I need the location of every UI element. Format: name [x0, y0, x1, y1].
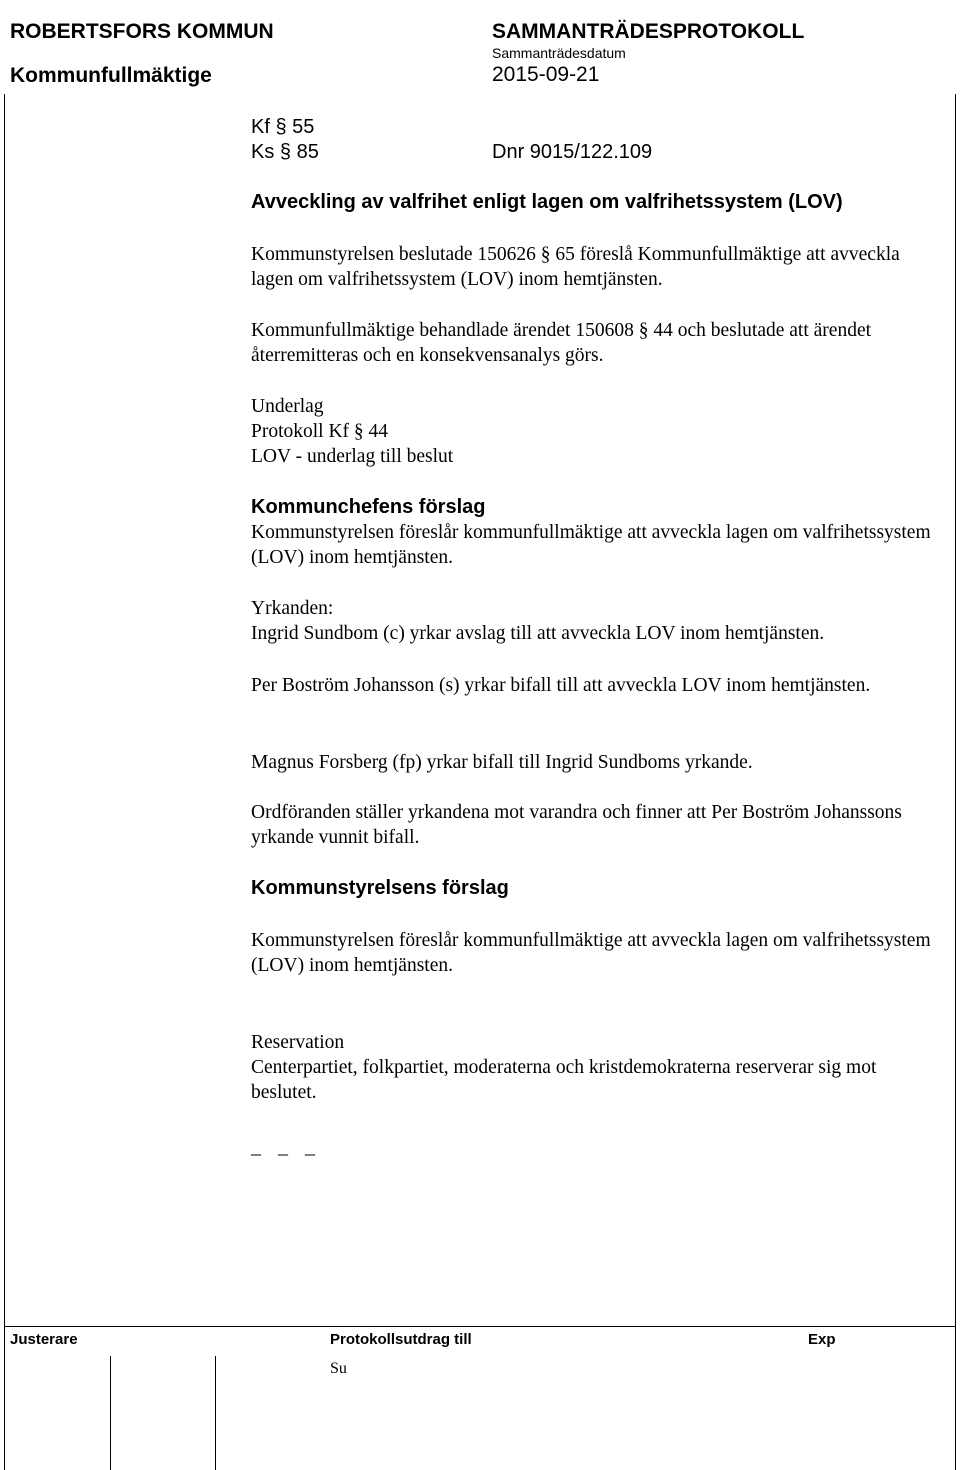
ks-proposal-heading: Kommunstyrelsens förslag [251, 877, 509, 899]
kf-reference: Kf § 55 [251, 116, 315, 138]
footer-justerare-label: Justerare [10, 1331, 78, 1348]
yrkande-item: Ingrid Sundbom (c) yrkar avslag till att avveckla LOV inom hemtjänsten. [251, 623, 825, 644]
left-margin-line [4, 94, 5, 1470]
diary-number: Dnr 9015/122.109 [492, 141, 653, 163]
end-mark: _ _ _ [251, 1136, 321, 1158]
kommunchef-heading: Kommunchefens förslag [251, 496, 486, 518]
underlag-item: LOV - underlag till beslut [251, 446, 454, 467]
footer-recipient: Su [330, 1360, 347, 1377]
footer-exp-label: Exp [808, 1331, 836, 1348]
organization-name: ROBERTSFORS KOMMUN [10, 20, 274, 43]
yrkande-item: Magnus Forsberg (fp) yrkar bifall till Ingrid Sundboms yrkande. [251, 752, 753, 773]
footer-sign-box-2 [215, 1356, 216, 1470]
document-type: SAMMANTRÄDESPROTOKOLL [492, 20, 805, 43]
ks-proposal-text: Kommunstyrelsen föreslår kommunfullmäktige att avveckla lagen om valfrihetssystem (LOV) inom hemtjänsten. [251, 930, 931, 976]
kommunchef-proposal: Kommunstyrelsen föreslår kommunfullmäktige att avveckla lagen om valfrihetssystem (LOV) inom hemtjänsten. [251, 522, 931, 568]
footer-divider [4, 1326, 956, 1327]
ks-reference: Ks § 85 [251, 141, 319, 163]
footer-extract-label: Protokollsutdrag till [330, 1331, 472, 1348]
case-title: Avveckling av valfrihet enligt lagen om valfrihetssystem (LOV) [251, 191, 843, 213]
reservation-text: Centerpartiet, folkpartiet, moderaterna och kristdemokraterna reserverar sig mot beslutet. [251, 1057, 877, 1103]
footer-sign-box-1 [110, 1356, 111, 1470]
chair-ruling: Ordföranden ställer yrkandena mot varandra och finner att Per Boström Johanssons yrkande vunnit bifall. [251, 802, 902, 848]
reservation-heading: Reservation [251, 1032, 345, 1053]
paragraph-kf-treatment: Kommunfullmäktige behandlade ärendet 150608 § 44 och beslutade att ärendet återremitteras och en konsekvensanalys görs. [251, 320, 872, 366]
underlag-item: Protokoll Kf § 44 [251, 421, 389, 442]
paragraph-ks-decision: Kommunstyrelsen beslutade 150626 § 65 föreslå Kommunfullmäktige att avveckla lagen om valfrihetssystem (LOV) inom hemtjänsten. [251, 244, 900, 290]
meeting-date: 2015-09-21 [492, 63, 600, 86]
yrkande-item: Per Boström Johansson (s) yrkar bifall till att avveckla LOV inom hemtjänsten. [251, 675, 871, 696]
assembly-name: Kommunfullmäktige [10, 64, 212, 87]
meeting-date-label: Sammanträdesdatum [492, 45, 626, 61]
right-margin-line [955, 94, 956, 1470]
underlag-heading: Underlag [251, 396, 324, 417]
yrkanden-heading: Yrkanden: [251, 598, 334, 619]
